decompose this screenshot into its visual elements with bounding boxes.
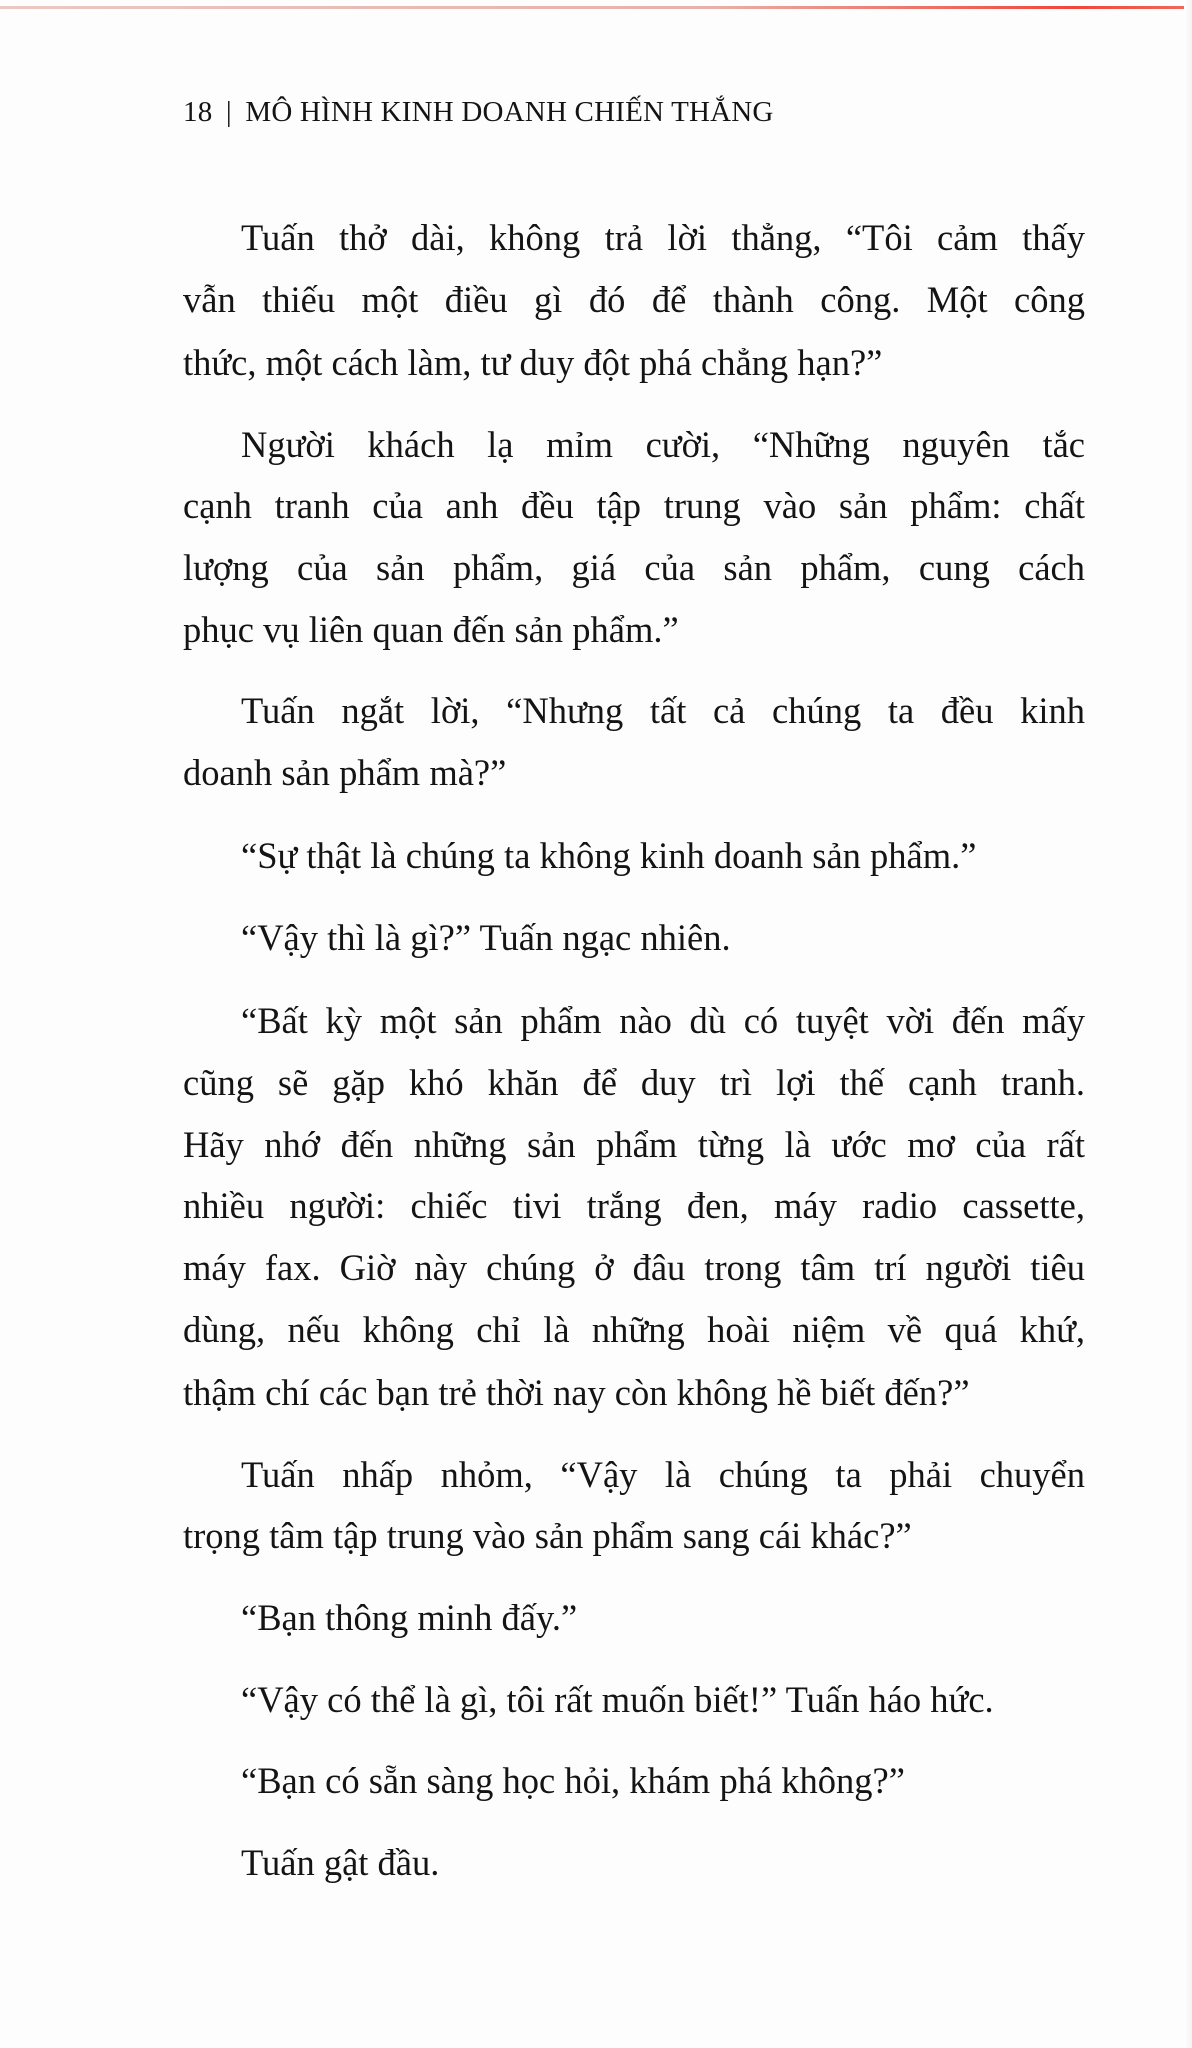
running-header <box>183 96 774 129</box>
text-line: Người khách lạ mỉm cười, “Những nguyên tắc <box>241 424 1085 465</box>
text-line: lượng của sản phẩm, giá của sản phẩm, cung cách <box>183 547 1085 588</box>
text-line: “Bất kỳ một sản phẩm nào dù có tuyệt vời đến mấy <box>241 1000 1085 1041</box>
text-line: Tuấn ngắt lời, “Nhưng tất cả chúng ta đều kinh <box>241 690 1085 731</box>
header-separator: | <box>225 96 232 128</box>
text-line: máy fax. Giờ này chúng ở đâu trong tâm trí người tiêu <box>183 1247 1085 1288</box>
text-line: dùng, nếu không chỉ là những hoài niệm về quá khứ, <box>183 1309 1085 1350</box>
text-line: cạnh tranh của anh đều tập trung vào sản phẩm: chất <box>183 485 1085 526</box>
text-line: Tuấn nhấp nhỏm, “Vậy là chúng ta phải chuyển <box>241 1454 1085 1495</box>
text-line: Tuấn thở dài, không trả lời thẳng, “Tôi cảm thấy <box>241 217 1085 258</box>
text-line: vẫn thiếu một điều gì đó để thành công. Một công <box>183 279 1085 320</box>
text-line: “Vậy thì là gì?” Tuấn ngạc nhiên. <box>241 917 731 958</box>
page-top-edge <box>0 6 1192 9</box>
text-line: doanh sản phẩm mà?” <box>183 752 507 793</box>
text-line: phục vụ liên quan đến sản phẩm.” <box>183 609 679 650</box>
text-line: thậm chí các bạn trẻ thời nay còn không hề biết đến?” <box>183 1372 970 1413</box>
page-right-edge <box>1184 0 1192 2048</box>
text-line: cũng sẽ gặp khó khăn để duy trì lợi thế cạnh tranh. <box>183 1062 1085 1103</box>
text-line: “Bạn có sẵn sàng học hỏi, khám phá không?” <box>241 1760 905 1801</box>
text-line: thức, một cách làm, tư duy đột phá chẳng hạn?” <box>183 342 883 383</box>
page-number: 18 <box>183 96 213 128</box>
text-line: “Vậy có thể là gì, tôi rất muốn biết!” Tuấn háo hức. <box>241 1679 994 1720</box>
text-line: nhiều người: chiếc tivi trắng đen, máy radio cassette, <box>183 1185 1085 1226</box>
text-line: trọng tâm tập trung vào sản phẩm sang cái khác?” <box>183 1515 912 1556</box>
book-title: MÔ HÌNH KINH DOANH CHIẾN THẮNG <box>245 96 774 128</box>
text-line: Hãy nhớ đến những sản phẩm từng là ước mơ của rất <box>183 1124 1085 1165</box>
text-line: “Bạn thông minh đấy.” <box>241 1597 578 1638</box>
text-line: “Sự thật là chúng ta không kinh doanh sản phẩm.” <box>241 835 977 876</box>
text-line: Tuấn gật đầu. <box>241 1842 440 1883</box>
